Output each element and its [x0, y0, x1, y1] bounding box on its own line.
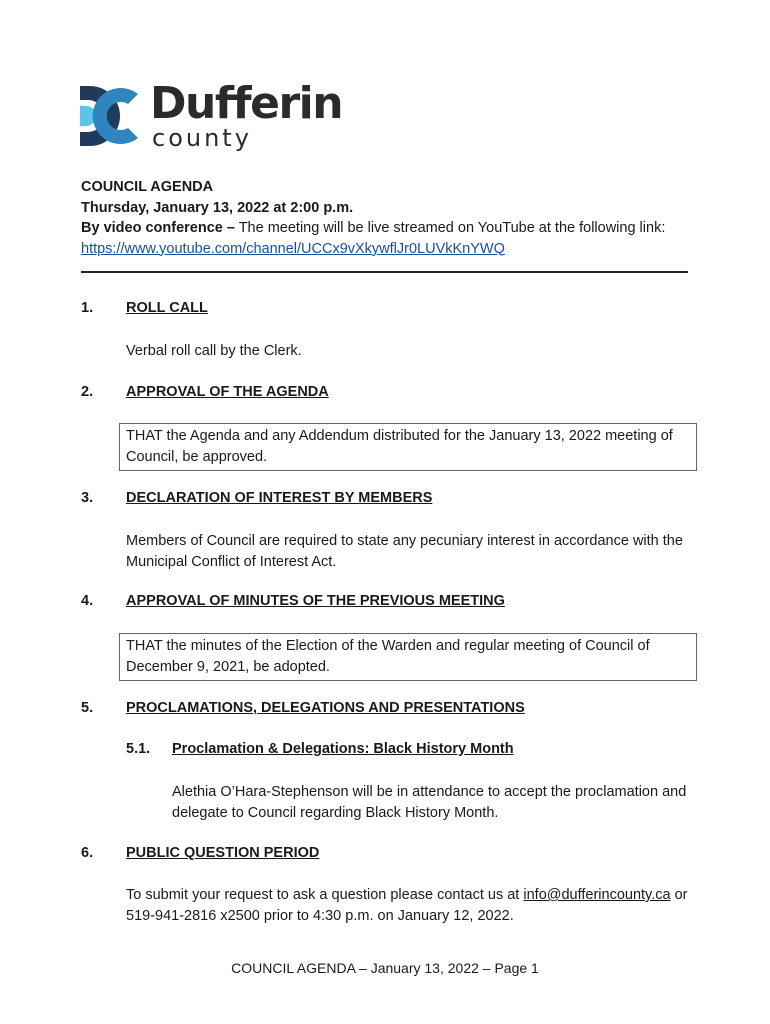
video-conference-line [81, 218, 701, 239]
section-2-motion: THAT the Agenda and any Addendum distributed for the January 13, 2022 meeting of Council, be approved. [119, 423, 697, 471]
page-footer: COUNCIL AGENDA – January 13, 2022 – Page 1 [231, 960, 539, 976]
section-6-text-after: or 519-941-2816 x2500 prior to 4:30 p.m. on January 12, 2022. [126, 887, 688, 924]
section-3-number: 3. [81, 490, 94, 506]
meeting-date: Thursday, January 13, 2022 at 2:00 p.m. [81, 199, 354, 216]
section-6-title: PUBLIC QUESTION PERIOD [126, 845, 320, 861]
logo-name: Dufferin [150, 78, 343, 129]
section-3-title: DECLARATION OF INTEREST BY MEMBERS [126, 490, 433, 506]
video-text: The meeting will be live streamed on YouTube at the following link: [234, 220, 666, 236]
section-4-motion: THAT the minutes of the Election of the Warden and regular meeting of Council of December 9, 2021, be adopted. [119, 633, 697, 681]
section-2-number: 2. [81, 384, 94, 400]
agenda-title: COUNCIL AGENDA [81, 179, 214, 195]
subsection-5-1-text: Alethia O’Hara-Stephenson will be in attendance to accept the proclamation and delegate to Council regarding Black History Month. [172, 784, 687, 821]
subsection-5-1-title: Proclamation & Delegations: Black History Month [172, 741, 514, 757]
section-5-number: 5. [81, 700, 94, 716]
video-label: By video conference – [81, 220, 235, 236]
section-6-text [126, 885, 691, 927]
contact-email-link[interactable]: info@dufferincounty.ca [523, 887, 671, 903]
section-3-text: Members of Council are required to state any pecuniary interest in accordance with the Municipal Conflict of Interest Act. [126, 533, 683, 570]
section-4-number: 4. [81, 593, 94, 609]
subsection-5-1-number: 5.1. [126, 741, 151, 757]
section-2-title: APPROVAL OF THE AGENDA [126, 384, 329, 400]
section-4-title: APPROVAL OF MINUTES OF THE PREVIOUS MEETING [126, 593, 505, 609]
section-1-number: 1. [81, 300, 94, 316]
section-6-number: 6. [81, 845, 94, 861]
header-divider [81, 271, 688, 273]
section-1-text: Verbal roll call by the Clerk. [126, 343, 302, 359]
dufferin-county-logo [80, 78, 343, 156]
dufferin-logo-mark-icon [80, 84, 144, 148]
logo-subtitle: county [152, 124, 252, 152]
section-6-text-before: To submit your request to ask a question please contact us at [126, 887, 524, 903]
section-5-title: PROCLAMATIONS, DELEGATIONS AND PRESENTATIONS [126, 700, 525, 716]
section-1-title: ROLL CALL [126, 300, 208, 316]
agenda-header [81, 177, 701, 259]
youtube-link[interactable]: https://www.youtube.com/channel/UCCx9vXkywflJr0LUVkKnYWQ [81, 240, 505, 257]
